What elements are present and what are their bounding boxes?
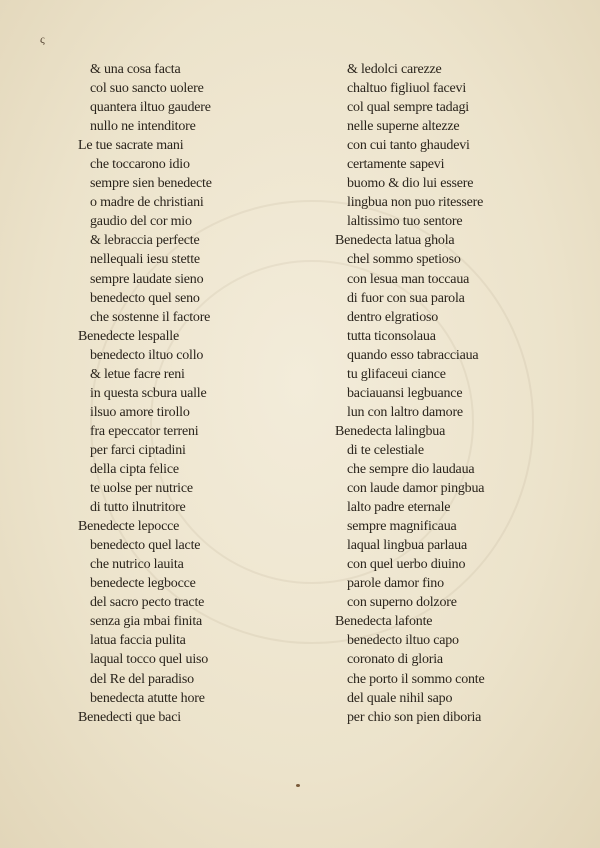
right-column-line: Benedecta latua ghola	[335, 233, 455, 249]
right-column-line: con quel uerbo diuino	[347, 557, 466, 573]
left-column-line: in questa scbura ualle	[90, 385, 207, 401]
right-column-line: lun con laltro damore	[347, 404, 463, 420]
right-column-line: laqual lingbua parlaua	[347, 538, 467, 554]
left-column-line: nullo ne intenditore	[90, 119, 196, 135]
right-column-line: col qual sempre tadagi	[347, 100, 469, 116]
right-column-line: chel sommo spetioso	[347, 252, 461, 268]
left-column-line: che sostenne il factore	[90, 309, 211, 325]
left-column-line: sempre sien benedecte	[90, 176, 212, 192]
right-column-line: quando esso tabracciaua	[347, 347, 479, 363]
right-column-line: tutta ticonsolaua	[347, 328, 436, 344]
right-column-line: dentro elgratioso	[347, 309, 439, 325]
right-column-line: sempre magnificaua	[347, 519, 457, 535]
left-column-line: & letue facre reni	[90, 366, 185, 382]
right-column-line: che sempre dio laudaua	[347, 461, 475, 477]
corner-mark: ς	[40, 32, 45, 46]
left-column-line: Le tue sacrate mani	[78, 138, 184, 154]
left-column-line: quantera iltuo gaudere	[90, 100, 211, 116]
left-column-line: del sacro pecto tracte	[90, 595, 205, 611]
right-column-line: lalto padre eternale	[347, 500, 451, 516]
right-column-line: tu glifaceui ciance	[347, 366, 446, 382]
left-column-line: benedecto iltuo collo	[90, 347, 204, 363]
right-column-line: Benedecta lafonte	[335, 614, 433, 630]
left-column-line: ilsuo amore tirollo	[90, 404, 190, 420]
left-column-line: benedecte legbocce	[90, 576, 196, 592]
right-column-line: certamente sapevi	[347, 157, 445, 173]
right-column-line: benedecto iltuo capo	[347, 633, 459, 649]
right-column-line: con laude damor pingbua	[347, 481, 485, 497]
right-text-column	[335, 60, 555, 727]
right-column-line: per chio son pien diboria	[347, 709, 482, 725]
right-column-line: chaltuo figliuol facevi	[347, 81, 467, 97]
ink-dot	[296, 784, 300, 787]
left-column-line: di tutto ilnutritore	[90, 500, 186, 516]
right-column-line: con lesua man toccaua	[347, 271, 470, 287]
right-column-line: del quale nihil sapo	[347, 690, 453, 706]
left-column-line: del Re del paradiso	[90, 671, 194, 687]
right-column-line: di te celestiale	[347, 442, 424, 458]
right-column-line: & ledolci carezze	[347, 62, 442, 77]
left-column-line: senza gia mbai finita	[90, 614, 203, 630]
right-column-line: nelle superne altezze	[347, 119, 460, 135]
left-column-line: te uolse per nutrice	[90, 481, 193, 497]
left-column-line: benedecto quel lacte	[90, 538, 201, 554]
left-column-line: sempre laudate sieno	[90, 271, 204, 287]
left-column-line: che nutrico lauita	[90, 557, 184, 573]
right-column-line: Benedecta lalingbua	[335, 423, 446, 439]
left-column-line: col suo sancto uolere	[90, 81, 204, 97]
right-column-line: coronato di gloria	[347, 652, 443, 668]
right-column-line: con cui tanto ghaudevi	[347, 138, 470, 154]
left-column-line: & una cosa facta	[90, 62, 181, 77]
left-column-line: gaudio del cor mio	[90, 214, 192, 230]
left-column-line: latua faccia pulita	[90, 633, 186, 649]
left-column-line: della cipta felice	[90, 461, 179, 477]
right-column-line: buomo & dio lui essere	[347, 176, 474, 192]
left-column-line: per farci ciptadini	[90, 442, 186, 458]
right-column-line: con superno dolzore	[347, 595, 457, 611]
left-column-line: che toccarono idio	[90, 157, 190, 173]
left-column-line: Benedecte lepocce	[78, 519, 180, 535]
left-column-line: fra epeccator terreni	[90, 423, 199, 439]
right-column-line: baciauansi legbuance	[347, 385, 463, 401]
left-column-line: laqual tocco quel uiso	[90, 652, 209, 668]
left-column-line: benedecta atutte hore	[90, 690, 205, 706]
right-column-line: che porto il sommo conte	[347, 671, 485, 687]
left-text-column	[78, 60, 308, 727]
left-column-line: Benedecti que baci	[78, 709, 181, 725]
right-column-line: parole damor fino	[347, 576, 444, 592]
right-column-line: laltissimo tuo sentore	[347, 214, 463, 230]
right-column-line: lingbua non puo ritessere	[347, 195, 484, 211]
left-column-line: & lebraccia perfecte	[90, 233, 200, 249]
left-column-line: nellequali iesu stette	[90, 252, 200, 268]
right-column-line: di fuor con sua parola	[347, 290, 465, 306]
left-column-line: o madre de christiani	[90, 195, 204, 211]
left-column-line: benedecto quel seno	[90, 290, 200, 306]
left-column-line: Benedecte lespalle	[78, 328, 179, 344]
